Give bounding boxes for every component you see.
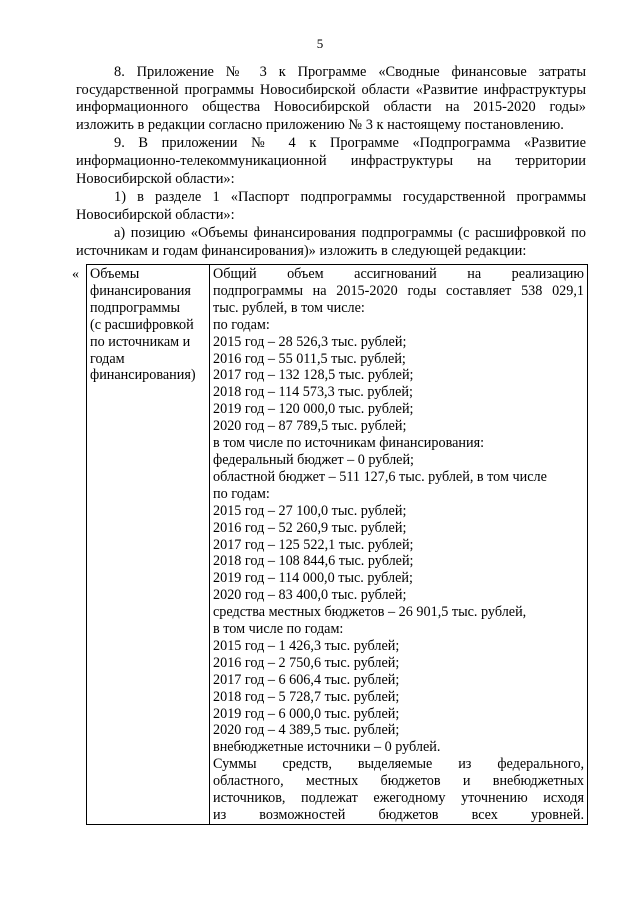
- opening-quote-mark: «: [72, 267, 79, 282]
- value-line: 2015 год – 1 426,3 тыс. рублей;: [213, 637, 400, 654]
- value-line: областного, местных бюджетов и внебюджетных: [213, 773, 584, 790]
- value-line: 2020 год – 4 389,5 тыс. рублей;: [213, 722, 400, 739]
- value-line: 2017 год – 125 522,1 тыс. рублей;: [213, 536, 414, 553]
- value-line: по годам:: [213, 485, 270, 502]
- value-line: в том числе по источникам финансирования:: [213, 435, 485, 452]
- value-line: подпрограммы на 2015-2020 годы составляет 538 029,1: [213, 282, 584, 299]
- value-line: 2018 год – 5 728,7 тыс. рублей;: [213, 688, 400, 705]
- value-line: в том числе по годам:: [213, 621, 344, 638]
- paragraph-subitem-1: 1) в разделе 1 «Паспорт подпрограммы государственной программы Новосибирской области»:: [76, 189, 586, 223]
- paragraph-item-8: 8. Приложение № 3 к Программе «Сводные финансовые затраты государственной программы Новосибирской области «Развитие инфраструктуры информационного общества Новосибирской области на 2015-2020 годы» изложить в редакции согласно приложению № 3 к настоящему постановлению.: [76, 64, 586, 133]
- value-line: средства местных бюджетов – 26 901,5 тыс. рублей,: [213, 604, 527, 621]
- value-line: 2016 год – 55 011,5 тыс. рублей;: [213, 350, 406, 367]
- label-line: годам: [90, 350, 125, 367]
- label-line: (с расшифровкой: [90, 316, 194, 333]
- label-line: подпрограммы: [90, 299, 180, 316]
- value-line: 2017 год – 6 606,4 тыс. рублей;: [213, 671, 400, 688]
- passport-table: [86, 264, 588, 825]
- label-line: Объемы: [90, 266, 140, 282]
- value-line: источников, подлежат ежегодному уточнению исходя: [213, 790, 584, 807]
- value-line: 2018 год – 114 573,3 тыс. рублей;: [213, 384, 413, 401]
- value-line: 2020 год – 87 789,5 тыс. рублей;: [213, 418, 407, 435]
- value-line: по годам:: [213, 316, 270, 333]
- label-line: финансирования): [90, 367, 196, 384]
- value-line: 2015 год – 28 526,3 тыс. рублей;: [213, 333, 407, 350]
- page-number: 5: [316, 36, 324, 51]
- value-line: Суммы средств, выделяемые из федерального,: [213, 756, 584, 773]
- label-line: по источникам и: [90, 333, 191, 350]
- paragraph-subitem-a: а) позицию «Объемы финансирования подпрограммы (с расшифровкой по источникам и годам финансирования)» изложить в следующей редакции:: [76, 225, 586, 259]
- value-line: 2017 год – 132 128,5 тыс. рублей;: [213, 367, 414, 384]
- value-line: 2018 год – 108 844,6 тыс. рублей;: [213, 553, 414, 570]
- value-line: областной бюджет – 511 127,6 тыс. рублей, в том числе: [213, 468, 547, 485]
- value-line: 2016 год – 52 260,9 тыс. рублей;: [213, 519, 407, 536]
- label-cell: [87, 265, 210, 825]
- value-line: 2019 год – 6 000,0 тыс. рублей;: [213, 705, 400, 722]
- value-line: 2015 год – 27 100,0 тыс. рублей;: [213, 502, 407, 519]
- value-line: 2016 год – 2 750,6 тыс. рублей;: [213, 654, 400, 671]
- value-cell: [210, 265, 588, 825]
- intro-text: [76, 64, 586, 262]
- value-line: федеральный бюджет – 0 рублей;: [213, 451, 414, 468]
- label-line: финансирования: [90, 282, 191, 299]
- value-line: из возможностей бюджетов всех уровней.: [213, 807, 584, 823]
- table-row: [87, 265, 588, 825]
- value-line: 2019 год – 114 000,0 тыс. рублей;: [213, 570, 413, 587]
- value-line: 2020 год – 83 400,0 тыс. рублей;: [213, 587, 407, 604]
- paragraph-item-9: 9. В приложении № 4 к Программе «Подпрограмма «Развитие информационно-телекоммуникационной инфраструктуры на территории Новосибирской области»:: [76, 135, 586, 187]
- value-line: тыс. рублей, в том числе:: [213, 299, 365, 316]
- value-line: внебюджетные источники – 0 рублей.: [213, 739, 441, 756]
- value-line: 2019 год – 120 000,0 тыс. рублей;: [213, 401, 414, 418]
- value-line: Общий объем ассигнований на реализацию: [213, 266, 584, 282]
